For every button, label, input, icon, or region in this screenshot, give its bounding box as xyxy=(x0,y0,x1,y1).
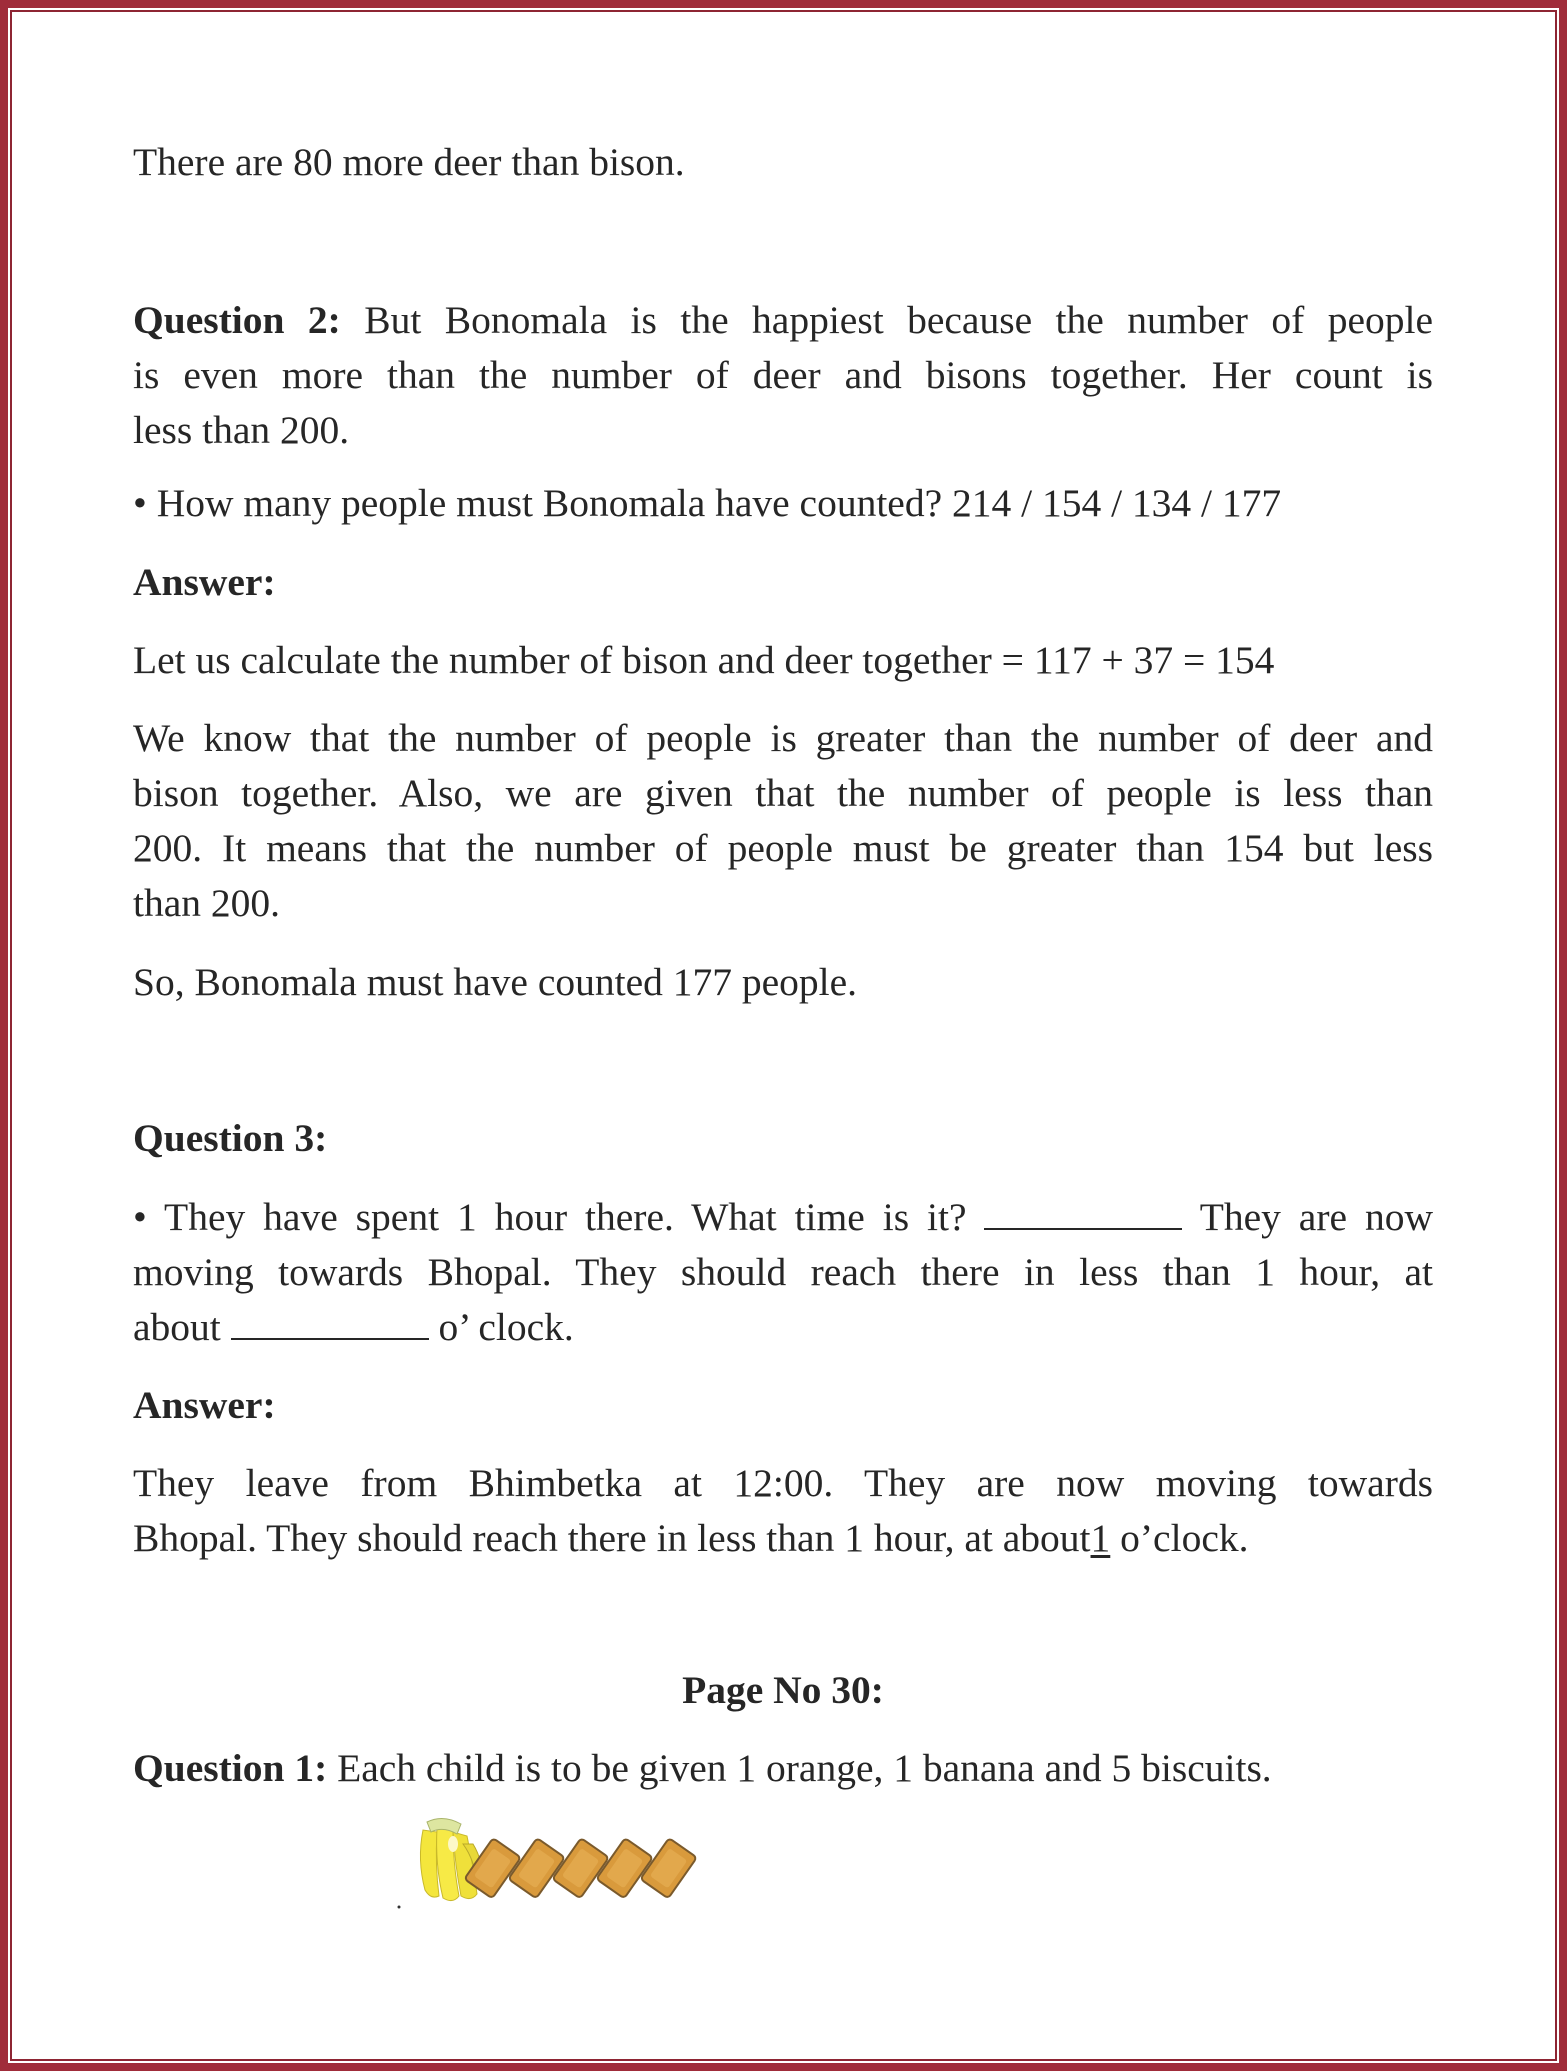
question-3-answer-line-1: They leave from Bhimbetka at 12:00. They are now moving towards xyxy=(133,1461,1433,1505)
reasoning-line-4: than 200. xyxy=(133,881,281,925)
food-illustration xyxy=(395,1810,775,1920)
question-3-answer-line-2: Bhopal. They should reach there in less than 1 hour, at about1 o’clock. xyxy=(133,1516,1249,1560)
biscuit-icon xyxy=(596,1838,653,1898)
question-2-answer-label: Answer: xyxy=(133,560,276,604)
question-3-prompt xyxy=(133,1190,1433,1355)
biscuit-icon xyxy=(640,1838,697,1898)
answer-value: 1 xyxy=(1090,1516,1111,1560)
question-2-bullet: • How many people must Bonomala have counted? 214 / 154 / 134 / 177 xyxy=(133,481,1282,525)
banana-icon xyxy=(420,1818,485,1900)
page-heading: Page No 30: xyxy=(682,1668,884,1712)
page-30-question-1-label: Question 1: xyxy=(133,1746,328,1790)
question-3-line-1: • They have spent 1 hour there. What time is it? They are now xyxy=(133,1195,1433,1239)
reasoning-line-1: We know that the number of people is greater than the number of deer and xyxy=(133,716,1433,760)
page-30-question-1: Question 1: Each child is to be given 1 orange, 1 banana and 5 biscuits. xyxy=(133,1746,1272,1790)
question-3-line-3: about o’ clock. xyxy=(133,1305,574,1349)
question-2-answer-conclusion: So, Bonomala must have counted 177 people. xyxy=(133,960,858,1004)
question-3-line-2: moving towards Bhopal. They should reach there in less than 1 hour, at xyxy=(133,1250,1433,1294)
reasoning-line-2: bison together. Also, we are given that the number of people is less than xyxy=(133,771,1433,815)
intro-text: There are 80 more deer than bison. xyxy=(133,140,685,184)
biscuit-icon xyxy=(552,1838,609,1898)
reasoning-line-3: 200. It means that the number of people must be greater than 154 but less xyxy=(133,826,1433,870)
question-2-prompt xyxy=(133,293,1433,458)
question-2-line-2: is even more than the number of deer and bisons together. Her count is xyxy=(133,353,1433,397)
time-blank xyxy=(984,1198,1182,1230)
question-2-line-1: Question 2: But Bonomala is the happiest because the number of people xyxy=(133,298,1433,342)
biscuit-icon xyxy=(508,1838,565,1898)
question-3-label: Question 3: xyxy=(133,1116,328,1160)
question-3-answer xyxy=(133,1456,1433,1566)
question-2-line-3: less than 200. xyxy=(133,408,350,452)
question-2-answer-calc: Let us calculate the number of bison and deer together = 117 + 37 = 154 xyxy=(133,638,1275,682)
oclock-blank xyxy=(231,1308,429,1340)
question-2-label: Question 2: xyxy=(133,298,341,342)
question-2-answer-reasoning xyxy=(133,711,1433,931)
question-3-answer-label: Answer: xyxy=(133,1383,276,1427)
